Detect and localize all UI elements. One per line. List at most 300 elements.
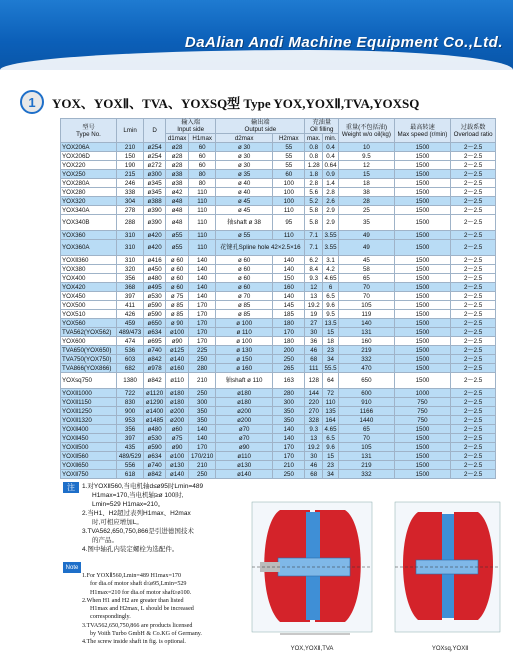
section-title-row [20,90,419,114]
table-row [61,470,496,479]
cell-type: TVA562(YOX562) [61,328,117,337]
cell-h2max: 145 [273,301,305,310]
cell-overload: 2～2.5 [451,407,496,416]
cell-d1max: ø 85 [166,301,189,310]
cell-d: ø272 [144,161,166,170]
table-row [61,231,496,240]
header-weight: 重量(不包括油) Weight w/o oil(kg) [339,119,395,143]
cell-h1max: 250 [189,389,216,398]
cell-oil-min: 2.6 [323,197,339,206]
cell-type: YOX340A [61,206,117,215]
cell-d: ø978 [144,364,166,373]
cell-overload: 2～2.5 [451,389,496,398]
cell-type: YOX450 [61,292,117,301]
cell-lmin: 459 [117,319,144,328]
cell-d1max: ø100 [166,452,189,461]
cell-h2max: 250 [273,355,305,364]
cell-d: ø590 [144,443,166,452]
cell-weight: 219 [339,461,395,470]
table-row [61,398,496,407]
cell-oil-max: 13 [305,292,323,301]
cell-h1max: 110 [189,231,216,240]
header-h2max: H2max [273,134,305,143]
header-type: 型号 Type No. [61,119,117,143]
table-row [61,337,496,346]
cell-type: YOX510 [61,310,117,319]
cell-h2max: 140 [273,434,305,443]
header-lmin: Lmin [117,119,144,143]
note-line: 2.当H1、H2超过表列H1max、H2max [82,510,191,517]
cell-d: ø420 [144,231,166,240]
cell-d1max: ø200 [166,407,189,416]
cell-d1max: ø 60 [166,256,189,265]
cell-d: ø695 [144,337,166,346]
cell-speed: 1500 [394,355,450,364]
cell-d2max: ø200 [216,407,273,416]
cell-overload: 2～2.5 [451,452,496,461]
cell-lmin: 338 [117,188,144,197]
cell-overload: 2～2.5 [451,206,496,215]
cell-overload: 2～2.5 [451,143,496,152]
cell-oil-min: 55.5 [323,364,339,373]
cell-lmin: 310 [117,240,144,256]
cell-type: TVA650(YOX650) [61,346,117,355]
cell-type: YOX220 [61,161,117,170]
cell-h1max: 170 [189,443,216,452]
table-row [61,355,496,364]
cell-overload: 2～2.5 [451,152,496,161]
section-title: YOX、YOXⅡ、TVA、YOXSQ型 Type YOX,YOXⅡ,TVA,YOXSQ [52,95,420,111]
header-h1max: H1max [189,134,216,143]
cell-oil-max: 30 [305,452,323,461]
cell-d: ø650 [144,319,166,328]
cell-type: YOXⅡ400 [61,425,117,434]
header-oil-min: min. [323,134,339,143]
cell-h1max: 110 [189,188,216,197]
cell-h2max: 170 [273,452,305,461]
cell-overload: 2～2.5 [451,283,496,292]
cell-h1max: 350 [189,407,216,416]
cell-speed: 1500 [394,319,450,328]
cell-overload: 2～2.5 [451,231,496,240]
table-row [61,256,496,265]
cell-oil-max: 19 [305,310,323,319]
header-speed: 最高转速 Max speed (r/min) [394,119,450,143]
cell-d: ø842 [144,470,166,479]
table-row [61,416,496,425]
cell-type: YOX500 [61,301,117,310]
cell-d: ø1485 [144,416,166,425]
cell-lmin: 536 [117,346,144,355]
cell-h1max: 110 [189,215,216,231]
header-overload: 过载系数 Overload ratio [451,119,496,143]
cell-d: ø634 [144,452,166,461]
cell-weight: 910 [339,398,395,407]
cell-lmin: 210 [117,143,144,152]
cell-oil-min: 4.2 [323,265,339,274]
company-name: DaAlian Andi Machine Equipment Co.,Ltd. [184,34,503,51]
cell-oil-min: 3.55 [323,231,339,240]
coupling-diagram [220,482,505,658]
cell-d2max: ø110 [216,452,273,461]
cell-speed: 1500 [394,161,450,170]
table-row [61,274,496,283]
section-number-badge: 1 [20,90,44,114]
cell-h1max: 110 [189,240,216,256]
cell-d: ø420 [144,240,166,256]
note-line: correspondingly. [90,614,131,621]
cell-d2max: ø 30 [216,152,273,161]
cell-h2max: 95 [273,215,305,231]
cell-d1max: ø38 [166,170,189,179]
cell-weight: 332 [339,470,395,479]
cell-d2max: ø 60 [216,283,273,292]
cell-oil-min: 110 [323,398,339,407]
cell-d2max: ø 35 [216,170,273,179]
cell-d2max: ø70 [216,425,273,434]
cell-speed: 1500 [394,337,450,346]
cell-speed: 1500 [394,425,450,434]
cell-d1max: ø100 [166,328,189,337]
note-line: H1max=210 for dia.of motor shaft≥ø100. [90,589,192,596]
coupling-left-drawing [252,502,372,634]
cell-oil-max: 220 [305,398,323,407]
cell-overload: 2～2.5 [451,364,496,373]
cell-d: ø842 [144,355,166,364]
cell-speed: 750 [394,416,450,425]
cell-speed: 1500 [394,206,450,215]
cell-lmin: 435 [117,443,144,452]
cell-d1max: ø48 [166,215,189,231]
header-input: 输入端 Input side [166,119,216,134]
cell-type: YOXⅡ1000 [61,389,117,398]
cell-d1max: ø130 [166,461,189,470]
cell-weight: 38 [339,188,395,197]
cell-h1max: 80 [189,179,216,188]
spec-table [60,118,496,479]
cell-lmin: 489/473 [117,328,144,337]
cell-oil-max: 68 [305,470,323,479]
cell-oil-max: 1.8 [305,170,323,179]
table-row [61,197,496,206]
cell-h2max: 185 [273,310,305,319]
cell-lmin: 150 [117,152,144,161]
cell-h2max: 140 [273,292,305,301]
cell-speed: 1500 [394,240,450,256]
caption-left: YOX,YOXⅡ,TVA [290,646,334,652]
cell-d1max: ø140 [166,355,189,364]
cell-overload: 2～2.5 [451,215,496,231]
cell-overload: 2～2.5 [451,443,496,452]
cell-lmin: 310 [117,256,144,265]
header-banner [0,0,513,70]
spec-table-body [61,143,496,479]
cell-weight: 160 [339,337,395,346]
cell-speed: 1500 [394,310,450,319]
table-row [61,206,496,215]
cell-d: ø390 [144,215,166,231]
cell-weight: 219 [339,346,395,355]
cell-h1max: 140 [189,256,216,265]
table-row [61,292,496,301]
cell-oil-min: 18 [323,337,339,346]
cell-lmin: 722 [117,389,144,398]
cell-h1max: 80 [189,170,216,179]
table-row [61,265,496,274]
cell-d: ø300 [144,170,166,179]
cell-weight: 9.5 [339,152,395,161]
cell-overload: 2～2.5 [451,197,496,206]
cell-oil-max: 5.2 [305,197,323,206]
cell-d1max: ø110 [166,373,189,389]
cell-h2max: 265 [273,364,305,373]
cell-d1max: ø160 [166,364,189,373]
cell-oil-max: 2.8 [305,179,323,188]
cell-lmin: 830 [117,398,144,407]
cell-d: ø450 [144,265,166,274]
cell-weight: 25 [339,206,395,215]
cell-h1max: 140 [189,292,216,301]
cell-weight: 140 [339,319,395,328]
cell-lmin: 368 [117,283,144,292]
cell-h2max: 150 [273,274,305,283]
cell-oil-max: 68 [305,355,323,364]
cell-d: ø390 [144,206,166,215]
cell-oil-min: 6.5 [323,434,339,443]
cell-oil-max: 46 [305,461,323,470]
cell-h1max: 60 [189,143,216,152]
table-row [61,319,496,328]
cell-overload: 2～2.5 [451,425,496,434]
cell-overload: 2～2.5 [451,470,496,479]
cell-d1max: ø 60 [166,283,189,292]
cell-h1max: 170 [189,337,216,346]
cell-speed: 1500 [394,188,450,197]
cell-oil-max: 5.8 [305,206,323,215]
cell-d: ø740 [144,461,166,470]
cell-h2max: 350 [273,416,305,425]
cell-h1max: 60 [189,161,216,170]
cell-d1max: ø60 [166,425,189,434]
cell-oil-max: 9.3 [305,274,323,283]
cell-weight: 65 [339,274,395,283]
note-line: for dia.of motor shaft d≤ø95,Lmin=529 [90,581,187,588]
cell-d2max: ø 30 [216,143,273,152]
cell-lmin: 953 [117,416,144,425]
cell-type: YOXⅡ1320 [61,416,117,425]
cell-type: YOXⅡ450 [61,434,117,443]
cell-oil-min: 3.1 [323,256,339,265]
cell-d: ø480 [144,274,166,283]
cell-weight: 15 [339,170,395,179]
cell-h2max: 140 [273,265,305,274]
cell-weight: 600 [339,389,395,398]
cell-h1max: 210 [189,373,216,389]
note-line: 3.TVA562,650,750,866 are products licensed [82,622,193,629]
cell-d2max: ø 100 [216,319,273,328]
cell-oil-max: 12 [305,283,323,292]
cell-weight: 332 [339,355,395,364]
cell-h2max: 300 [273,398,305,407]
table-row [61,407,496,416]
cell-d2max: 轴shaft ø 110 [216,373,273,389]
cell-d2max: ø 60 [216,256,273,265]
cell-oil-max: 128 [305,373,323,389]
cell-d: ø416 [144,256,166,265]
cell-speed: 1500 [394,292,450,301]
note-line: 的产品。 [92,537,118,544]
cell-h1max: 250 [189,470,216,479]
cell-speed: 1500 [394,443,450,452]
cell-h1max: 225 [189,346,216,355]
cell-speed: 1500 [394,328,450,337]
cell-h1max: 350 [189,416,216,425]
cell-type: YOX400 [61,274,117,283]
cell-oil-max: 328 [305,416,323,425]
cell-h1max: 170 [189,301,216,310]
cell-d1max: ø90 [166,337,189,346]
cell-d: ø1400 [144,407,166,416]
cell-lmin: 304 [117,197,144,206]
cell-h1max: 300 [189,398,216,407]
notes-en-badge: Note [63,562,81,573]
cell-weight: 105 [339,443,395,452]
cell-type: YOX560 [61,319,117,328]
cell-d2max: ø200 [216,416,273,425]
cell-type: YOXⅡ1250 [61,407,117,416]
cell-speed: 1500 [394,256,450,265]
cell-lmin: 618 [117,470,144,479]
cell-type: TVA750(YOX750) [61,355,117,364]
cell-overload: 2～2.5 [451,434,496,443]
cell-weight: 70 [339,434,395,443]
cell-oil-min: 23 [323,346,339,355]
cell-weight: 105 [339,301,395,310]
cell-oil-min: 0.4 [323,152,339,161]
cell-h2max: 170 [273,443,305,452]
cell-oil-max: 0.8 [305,143,323,152]
cell-h2max: 200 [273,346,305,355]
cell-weight: 65 [339,425,395,434]
cell-oil-min: 4.65 [323,425,339,434]
cell-d: ø254 [144,152,166,161]
cell-lmin: 310 [117,231,144,240]
cell-oil-max: 36 [305,337,323,346]
cell-d1max: ø28 [166,161,189,170]
cell-d: ø495 [144,283,166,292]
cell-lmin: 356 [117,274,144,283]
cell-oil-min: 4.65 [323,274,339,283]
cell-h2max: 110 [273,231,305,240]
cell-d: ø590 [144,301,166,310]
cell-h2max: 110 [273,206,305,215]
cell-h1max: 140 [189,283,216,292]
cell-overload: 2～2.5 [451,179,496,188]
cell-h1max: 140 [189,434,216,443]
cell-d: ø590 [144,310,166,319]
cell-oil-max: 7.1 [305,231,323,240]
cell-oil-min: 0.64 [323,161,339,170]
cell-overload: 2～2.5 [451,373,496,389]
cell-overload: 2～2.5 [451,170,496,179]
cell-h2max: 250 [273,470,305,479]
cell-d1max: ø28 [166,152,189,161]
cell-d1max: ø 60 [166,265,189,274]
banner-swoosh [0,50,513,70]
cell-d2max: ø 70 [216,292,273,301]
cell-lmin: 489/529 [117,452,144,461]
cell-d: ø388 [144,197,166,206]
cell-d: ø1290 [144,398,166,407]
cell-h1max: 170 [189,328,216,337]
cell-h2max: 140 [273,425,305,434]
cell-oil-min: 9.6 [323,301,339,310]
cell-d1max: ø90 [166,443,189,452]
table-row [61,143,496,152]
cell-type: YOX360 [61,231,117,240]
cell-overload: 2～2.5 [451,328,496,337]
cell-type: TVA866(YOX866) [61,364,117,373]
cell-weight: 650 [339,373,395,389]
table-row [61,389,496,398]
cell-h1max: 170/210 [189,452,216,461]
cell-type: YOX340B [61,215,117,231]
cell-type: YOX206D [61,152,117,161]
header-output: 输出端 Output side [216,119,305,134]
cell-d2max: ø 55 [216,231,273,240]
cell-speed: 1500 [394,231,450,240]
cell-h2max: 100 [273,188,305,197]
note-line: 4.The screw inside shaft in fig. is optional. [82,639,186,646]
table-row [61,161,496,170]
cell-oil-max: 13 [305,434,323,443]
table-row [61,346,496,355]
header-oil-max: max. [305,134,323,143]
cell-oil-max: 30 [305,328,323,337]
cell-speed: 1500 [394,373,450,389]
cell-oil-max: 1.28 [305,161,323,170]
cell-oil-min: 6.5 [323,292,339,301]
cell-d1max: ø28 [166,143,189,152]
table-row [61,301,496,310]
notes-en [82,572,222,647]
cell-speed: 1500 [394,452,450,461]
cell-oil-min: 13.5 [323,319,339,328]
table-row [61,443,496,452]
cell-h1max: 110 [189,197,216,206]
cell-overload: 2～2.5 [451,265,496,274]
cell-oil-min: 135 [323,407,339,416]
cell-oil-max: 46 [305,346,323,355]
cell-d2max: ø 45 [216,206,273,215]
cell-d2max: ø 85 [216,301,273,310]
cell-h1max: 110 [189,206,216,215]
cell-d: ø740 [144,346,166,355]
table-row [61,364,496,373]
table-row [61,452,496,461]
cell-overload: 2～2.5 [451,355,496,364]
cell-overload: 2～2.5 [451,301,496,310]
cell-type: YOX420 [61,283,117,292]
cell-lmin: 278 [117,206,144,215]
notes-cn [82,482,212,554]
cell-d2max: ø 85 [216,310,273,319]
table-row [61,283,496,292]
table-row [61,328,496,337]
table-row [61,434,496,443]
cell-oil-min: 3.55 [323,240,339,256]
cell-weight: 1440 [339,416,395,425]
